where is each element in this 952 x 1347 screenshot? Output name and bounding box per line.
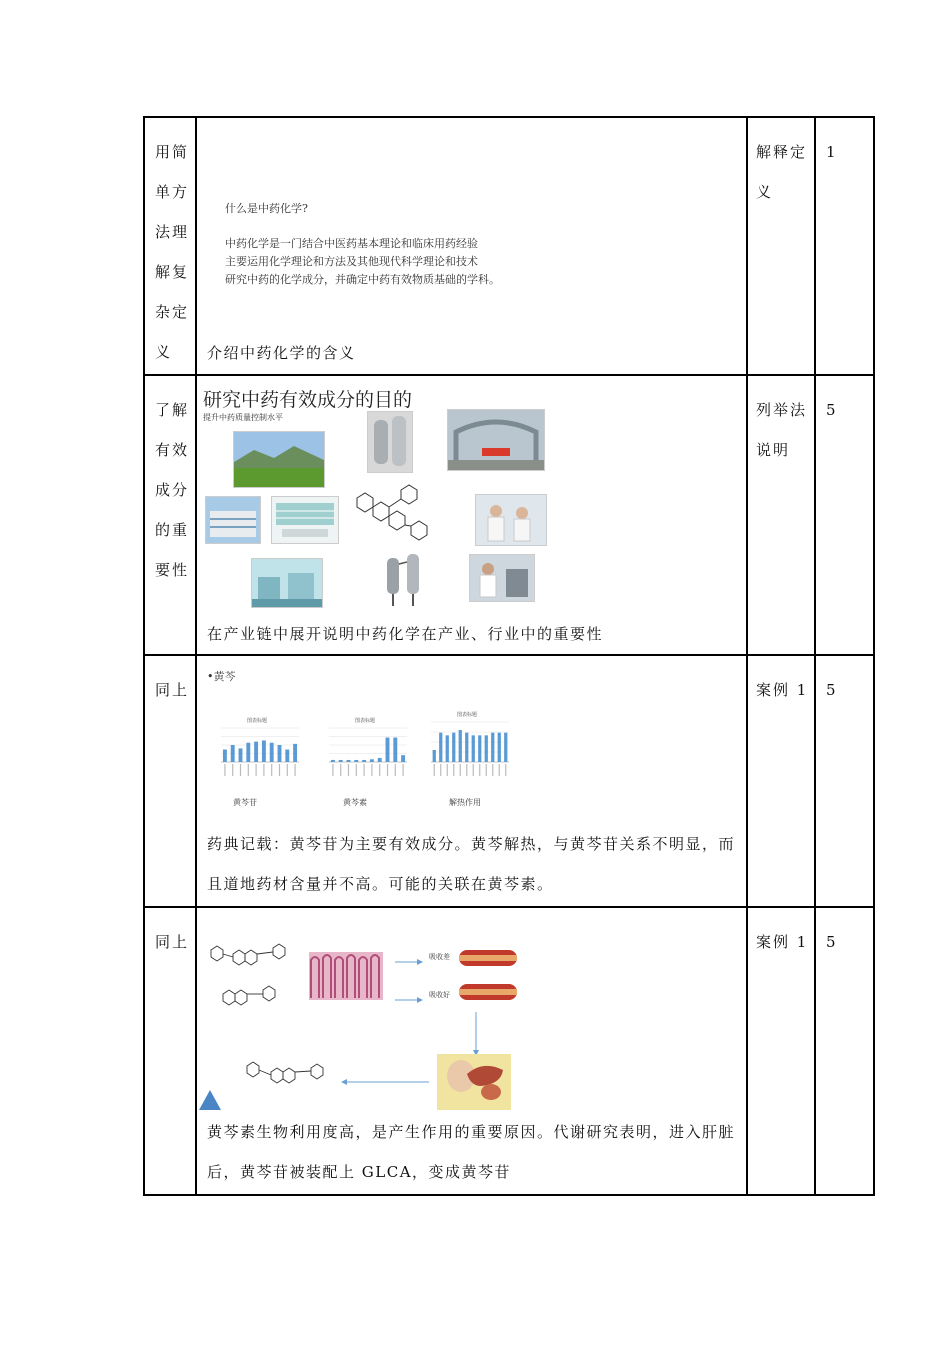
chart-bar	[378, 758, 382, 762]
row-caption: 介绍中药化学的含义	[207, 344, 356, 362]
teaching-method: 案例 1	[756, 933, 809, 951]
factory-gate-photo	[447, 409, 545, 471]
metabolism-slide	[197, 908, 746, 1112]
chart-bar	[452, 733, 455, 762]
down-arrow	[471, 1012, 481, 1056]
chart-bar	[285, 750, 289, 762]
absorb-label: 吸收好	[429, 991, 450, 999]
minutes: 5	[826, 681, 836, 699]
chart-caption: 解热作用	[449, 798, 481, 807]
row-topic: 了解有效成分的重要性	[155, 401, 190, 579]
blood-vessel-image	[459, 942, 517, 972]
extraction-tank-photo	[367, 411, 413, 473]
hospital-photo	[205, 496, 261, 544]
chart-title: 图表标题	[246, 718, 268, 724]
chart-title: 图表标题	[456, 712, 478, 718]
intestine-tissue-image	[309, 952, 383, 1000]
teaching-method: 列举法说明	[756, 401, 808, 459]
chart-bar	[239, 748, 243, 762]
chart-bar	[446, 735, 449, 762]
blood-vessel-image	[459, 976, 517, 1006]
slide-title: 研究中药有效成分的目的	[203, 389, 413, 411]
table-row	[144, 907, 874, 1195]
landscape-photo	[233, 431, 325, 488]
chart-bar	[393, 738, 397, 762]
slide-bullet: •黄芩	[207, 670, 236, 683]
slide-heading: 什么是中药化学?	[225, 202, 308, 215]
chart-bar	[439, 733, 442, 762]
row-caption-line: 且道地药材含量并不高。可能的关联在黄芩素。	[207, 875, 554, 893]
scutellaria-slide	[197, 656, 746, 824]
minutes: 1	[826, 143, 836, 161]
minutes: 5	[826, 401, 836, 419]
chart-bar	[386, 738, 390, 762]
chart-bar	[401, 755, 405, 762]
teaching-method: 解释定义	[756, 143, 808, 201]
row-caption-line: 黄芩素生物利用度高，是产生作用的重要原因。代谢研究表明，进入肝脏	[207, 1123, 736, 1141]
row-caption-line: 后，黄芩苷被装配上 GLCA，变成黄芩苷	[207, 1163, 512, 1181]
chart-bar	[504, 733, 507, 762]
chart-bar	[293, 744, 297, 762]
baicalein-structure	[217, 980, 287, 1020]
chart-bar	[223, 750, 227, 762]
chart-bar	[459, 730, 462, 762]
chart-bar	[478, 735, 481, 762]
row-caption: 在产业链中展开说明中药化学在产业、行业中的重要性	[207, 625, 604, 643]
glucuronide-structure	[243, 1058, 329, 1098]
liver-anatomy-image	[437, 1054, 511, 1110]
lab-worker-photo	[469, 554, 535, 602]
slide-line: 中药化学是一门结合中医药基本理论和临床用药经验	[225, 237, 478, 250]
chart-bar	[246, 743, 250, 762]
definition-slide	[197, 118, 746, 333]
table-row	[144, 117, 874, 375]
left-arrow	[341, 1076, 429, 1088]
apparatus-photo	[379, 550, 431, 608]
chart-bar	[472, 735, 475, 762]
chart-bar	[331, 760, 335, 762]
chart-bar	[347, 760, 351, 762]
row-topic: 同上	[155, 933, 190, 951]
chemical-structure	[347, 484, 437, 546]
chart-bar	[362, 760, 366, 762]
row-topic: 同上	[155, 681, 190, 699]
chart-bar	[278, 745, 282, 762]
chart-bar	[370, 759, 374, 762]
teaching-method: 案例 1	[756, 681, 809, 699]
row-caption-line: 药典记载：黄芩苷为主要有效成分。黄芩解热，与黄芩苷关系不明显，而	[207, 835, 736, 853]
row-topic: 用简单方法理解复杂定义	[155, 143, 190, 361]
chart-caption: 黄芩素	[343, 798, 367, 807]
chart-bar	[254, 742, 258, 762]
chart-bar	[491, 733, 494, 762]
chart-bar	[485, 735, 488, 762]
triangle-marker	[197, 1088, 223, 1112]
bar-chart-antipyretic	[421, 708, 513, 784]
chart-bar	[465, 733, 468, 762]
table-row	[144, 655, 874, 907]
bar-chart-baicalein	[319, 714, 411, 784]
industry-slide	[197, 376, 746, 614]
baicalin-structure	[207, 936, 293, 976]
slide-line: 主要运用化学理论和方法及其他现代科学理论和技术	[225, 255, 478, 268]
chart-bar	[270, 743, 274, 762]
chart-bar	[231, 745, 235, 762]
pharmacy-photo	[271, 496, 339, 544]
absorb-label: 吸收差	[429, 953, 450, 961]
cleanroom-photo	[251, 558, 323, 608]
chart-bar	[433, 750, 436, 762]
chart-caption: 黄芩苷	[233, 798, 257, 807]
slide-line: 研究中药的化学成分，并确定中药有效物质基础的学科。	[225, 273, 500, 286]
chart-bar	[354, 760, 358, 762]
table-row	[144, 375, 874, 655]
chart-title: 图表标题	[354, 718, 376, 724]
chart-bar	[339, 760, 343, 762]
slide-subtitle: 提升中药质量控制水平	[203, 413, 283, 422]
chart-bar	[262, 740, 266, 762]
minutes: 5	[826, 933, 836, 951]
chart-bar	[498, 733, 501, 762]
bar-chart-baicalin	[211, 714, 303, 784]
scientists-photo	[475, 494, 547, 546]
lesson-plan-table	[143, 116, 875, 1196]
